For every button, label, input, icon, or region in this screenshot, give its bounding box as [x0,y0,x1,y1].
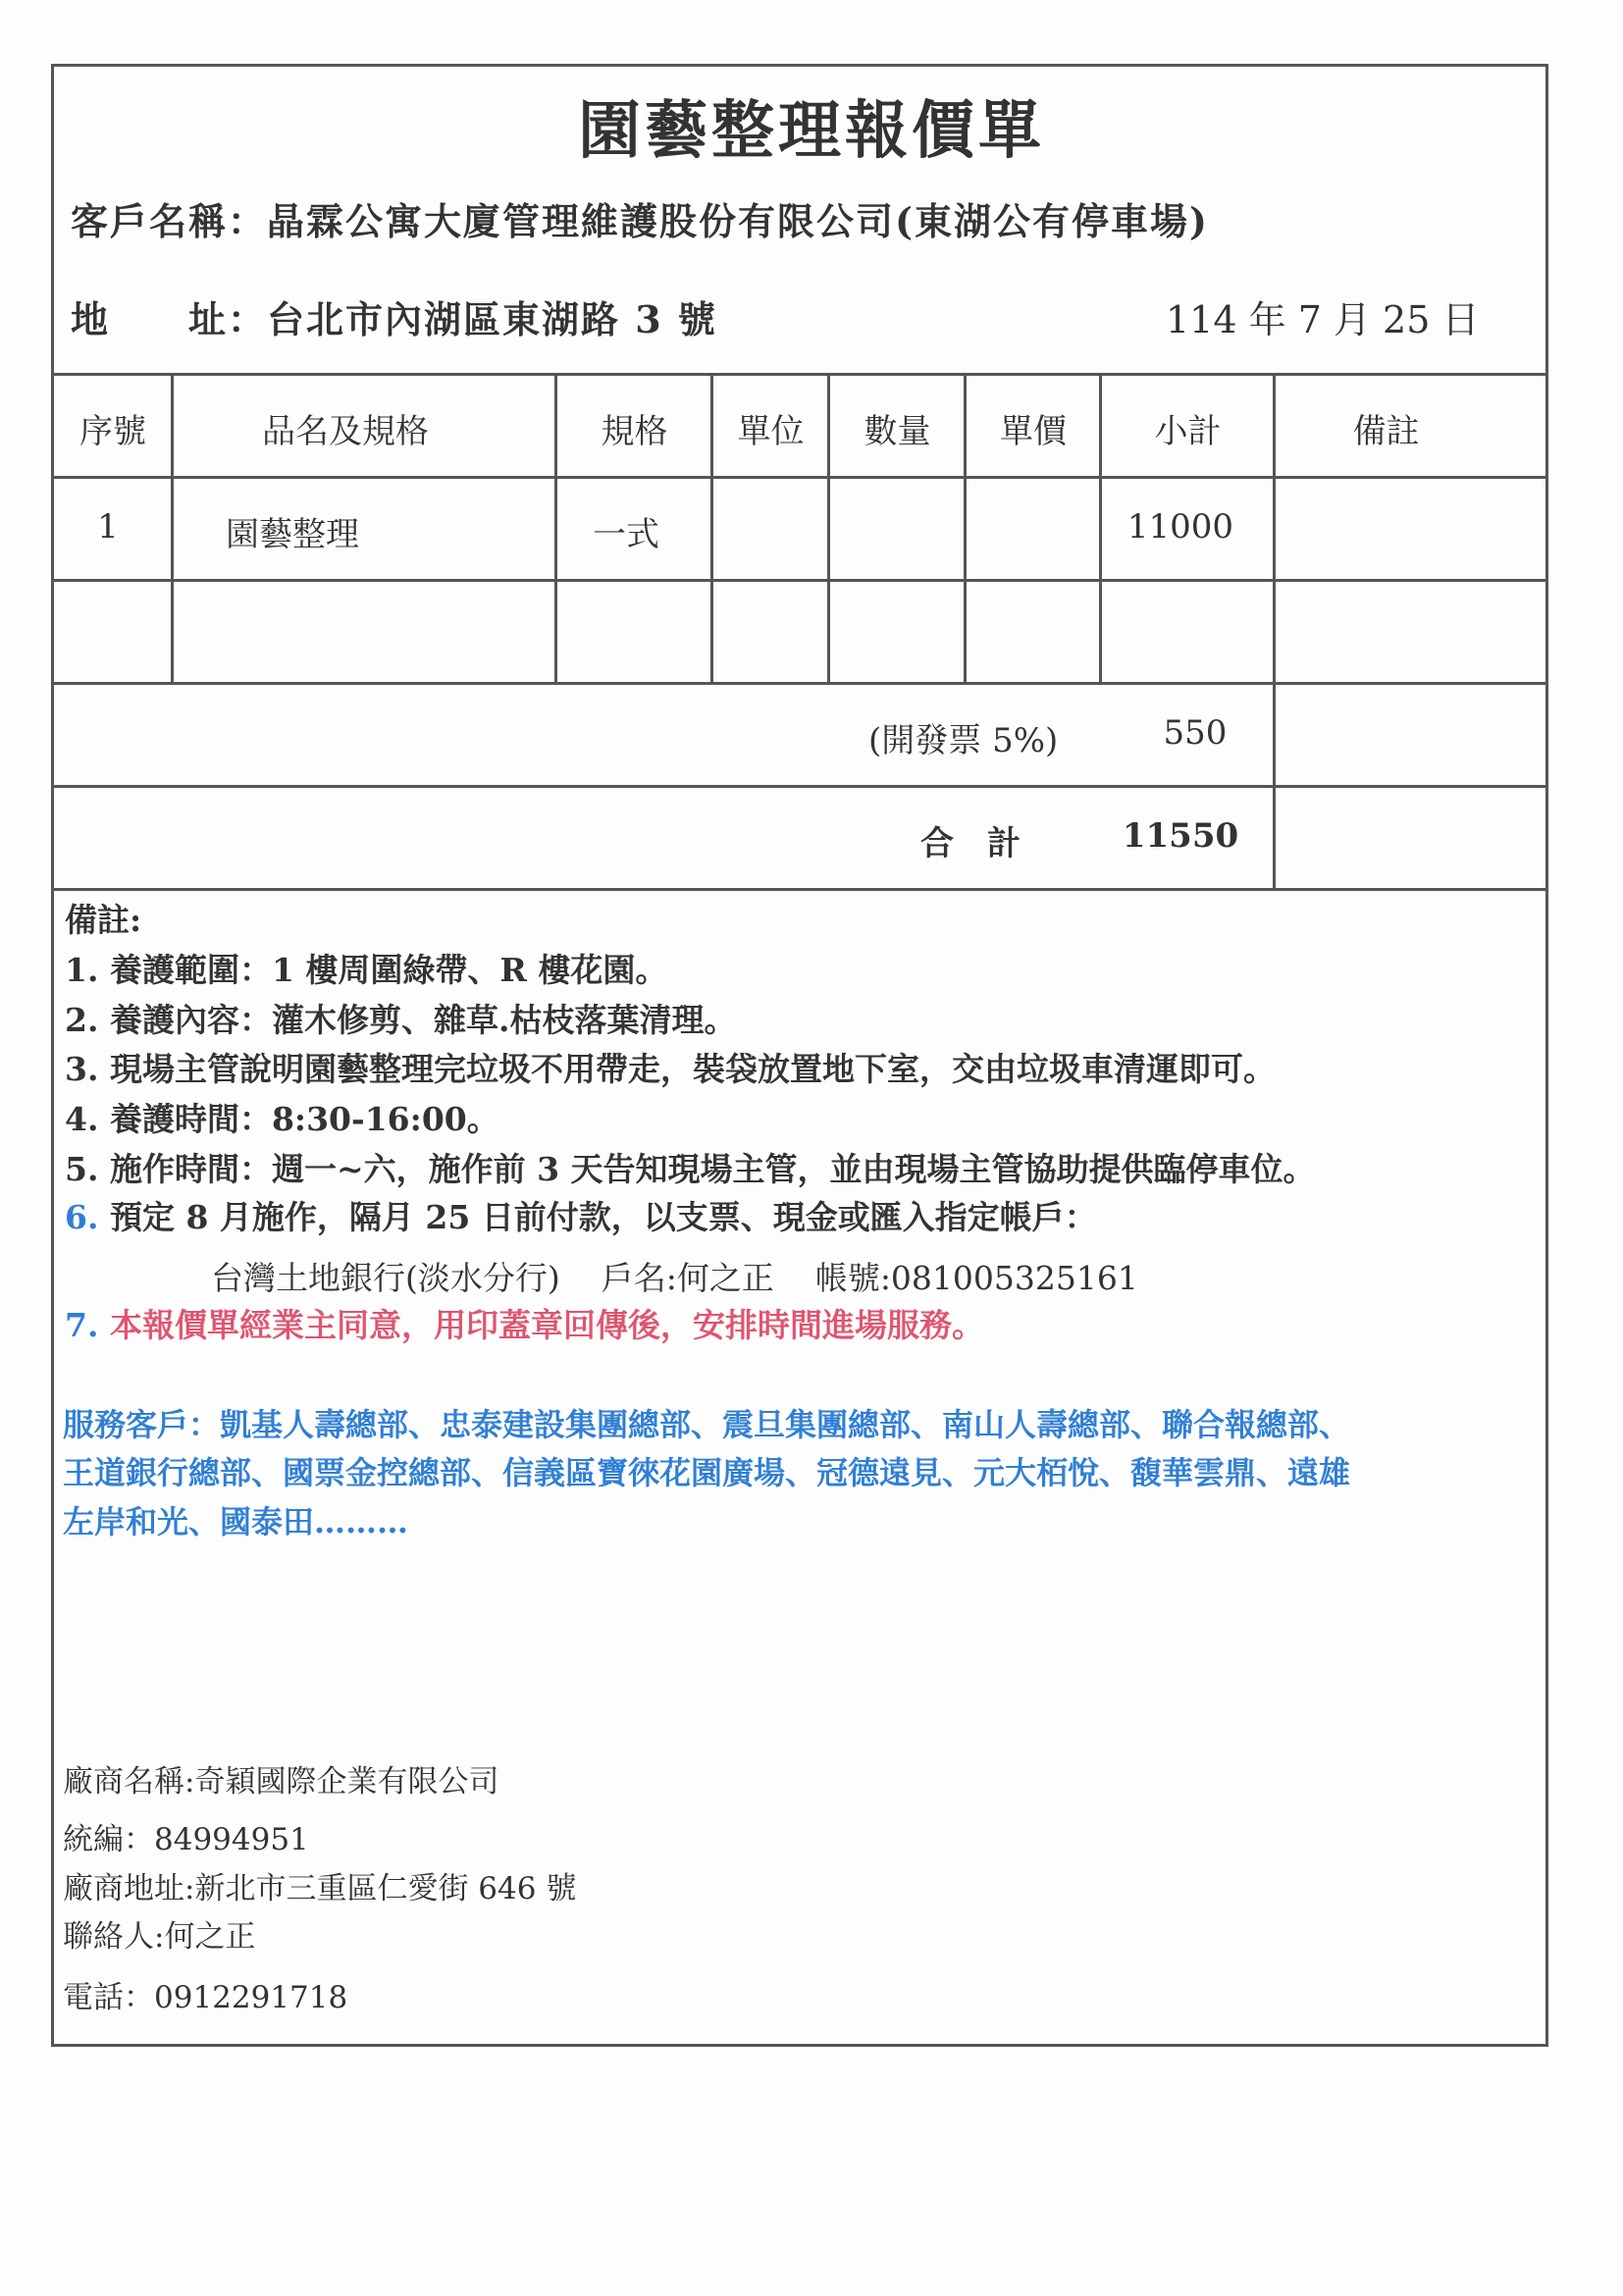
header-unit: 單位 [737,412,805,451]
vendor-name: 廠商名稱:奇穎國際企業有限公司 [63,1764,499,1800]
service-clients-line: 王道銀行總部、國票金控總部、信義區寶徠花園廣場、冠德遠見、元大栢悅、馥華雲鼎、遠雄 [63,1454,1351,1491]
vendor-contact: 聯絡人:何之正 [63,1919,256,1955]
row-subtotal: 11000 [1126,507,1234,547]
total-value: 11550 [1122,816,1239,856]
header-unit-price: 單價 [1000,412,1067,451]
customer-value: 晶霖公寓大廈管理維護股份有限公司(東湖公有停車場) [267,199,1209,243]
header-spec: 規格 [601,412,668,451]
note-4: 4. 養護時間：8:30-16:00。 [65,1100,499,1138]
note-3: 3. 現場主管說明園藝整理完垃圾不用帶走，裝袋放置地下室，交由垃圾車清運即可。 [65,1050,1276,1088]
row-spec: 一式 [593,515,659,554]
vendor-tax-id: 統編：84994951 [63,1822,309,1857]
address-value: 台北市內湖區東湖路 3 號 [267,297,717,341]
address-label: 地 址： [71,297,268,341]
row-item: 園藝整理 [226,515,359,554]
customer-name [71,191,1209,245]
vendor-address: 廠商地址:新北市三重區仁愛街 646 號 [63,1871,577,1906]
service-clients-line: 左岸和光、國泰田……… [63,1503,409,1540]
header-subtotal: 小計 [1154,412,1222,451]
customer-label: 客戶名稱： [71,199,268,243]
header-qty: 數量 [864,412,931,451]
row-index: 1 [97,507,119,547]
note-6: 6. 預定 8 月施作，隔月 25 日前付款，以支票、現金或匯入指定帳戶： [65,1198,1097,1236]
note-5: 5. 施作時間：週一~六，施作前 3 天告知現場主管，並由現場主管協助提供臨停車位。 [65,1150,1316,1188]
service-clients-line: 服務客戶：凱基人壽總部、忠泰建設集團總部、震旦集團總部、南山人壽總部、聯合報總部、 [63,1406,1351,1443]
tax-label: (開發票 5%) [868,721,1059,760]
total-label: 合 計 [920,824,1021,863]
header-item: 品名及規格 [262,412,429,451]
page-title: 園藝整理報價單 [578,94,1045,168]
note-2: 2. 養護內容：灌木修剪、雜草.枯枝落葉清理。 [65,1001,737,1039]
vendor-phone: 電話：0912291718 [63,1980,348,2015]
note-1: 1. 養護範圍：1 樓周圍綠帶、R 樓花園。 [65,951,668,989]
header-remark: 備註 [1352,412,1420,451]
bank-info: 台灣土地銀行(淡水分行) 戶名:何之正 帳號:081005325161 [211,1259,1138,1297]
tax-value: 550 [1163,713,1228,753]
note-7: 7. 本報價單經業主同意，用印蓋章回傳後，安排時間進場服務。 [65,1306,984,1344]
address [71,289,717,343]
notes-heading: 備註: [65,901,142,939]
quote-date: 114 年 7 月 25 日 [1166,298,1480,341]
header-index: 序號 [79,412,146,451]
